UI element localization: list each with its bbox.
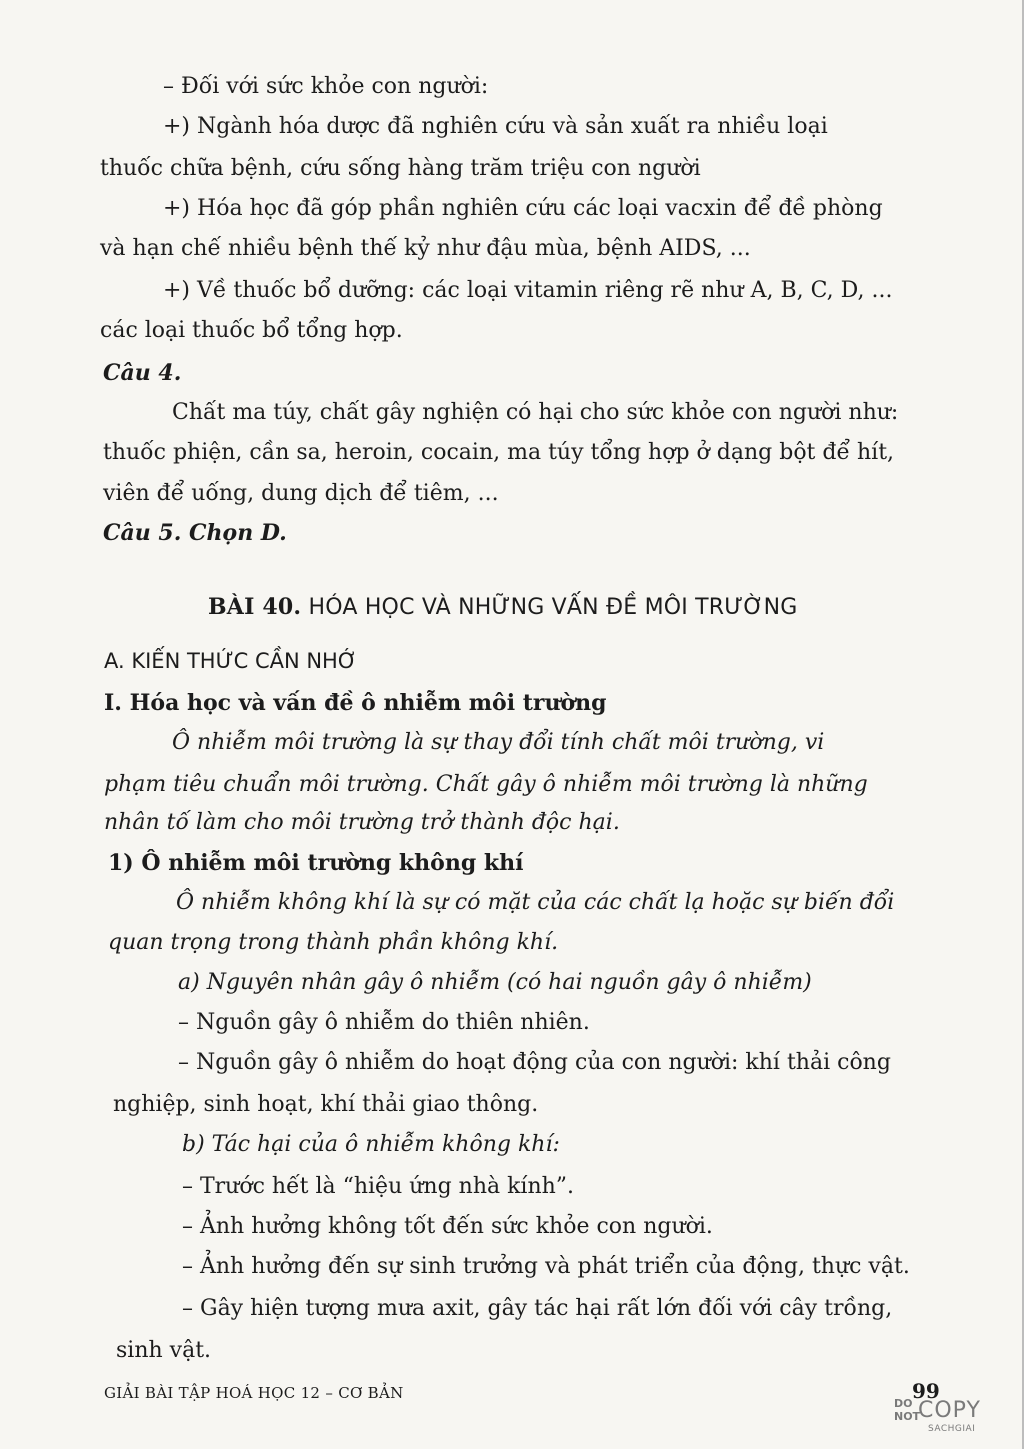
text-line: – Nguồn gây ô nhiễm do hoạt động của con người: khí thải công [178, 1050, 891, 1075]
do-not-copy-watermark [894, 1398, 992, 1438]
text-line: – Gây hiện tượng mưa axit, gây tác hại rất lớn đối với cây trồng, [182, 1296, 893, 1321]
watermark-sachgiai: SACHGIAI [928, 1424, 976, 1434]
text-line: viên để uống, dung dịch để tiêm, ... [103, 481, 499, 506]
running-footer: GIẢI BÀI TẬP HOÁ HỌC 12 – CƠ BẢN [104, 1384, 404, 1402]
text-line: Ô nhiễm không khí là sự có mặt của các chất lạ hoặc sự biến đổi [176, 890, 895, 915]
text-line: quan trọng trong thành phần không khí. [108, 930, 559, 955]
text-line: các loại thuốc bổ tổng hợp. [100, 318, 403, 343]
watermark-copy: COPY [918, 1398, 981, 1423]
text-line: sinh vật. [116, 1338, 212, 1363]
text-line: Chất ma túy, chất gây nghiện có hại cho sức khỏe con người như: [172, 400, 899, 425]
lesson-number: BÀI 40. [208, 594, 302, 620]
text-line: và hạn chế nhiều bệnh thế kỷ như đậu mùa, bệnh AIDS, ... [100, 236, 751, 261]
text-line: – Đối với sức khỏe con người: [163, 74, 489, 99]
text-line: Ô nhiễm môi trường là sự thay đổi tính chất môi trường, vi [172, 730, 825, 755]
question-heading: Câu 4. [103, 360, 182, 386]
section-heading: I. Hóa học và vấn đề ô nhiễm môi trường [104, 690, 607, 716]
text-line: thuốc phiện, cần sa, heroin, cocain, ma túy tổng hợp ở dạng bột để hít, [103, 440, 895, 465]
text-line: a) Nguyên nhân gây ô nhiễm (có hai nguồn gây ô nhiễm) [178, 970, 812, 995]
text-line: b) Tác hại của ô nhiễm không khí: [182, 1132, 560, 1157]
page-number: 99 [912, 1379, 940, 1403]
section-heading: A. KIẾN THỨC CẦN NHỚ [104, 649, 358, 673]
text-line: – Trước hết là “hiệu ứng nhà kính”. [182, 1174, 575, 1199]
text-line: nghiệp, sinh hoạt, khí thải giao thông. [113, 1092, 539, 1117]
text-line: nhân tố làm cho môi trường trở thành độc hại. [104, 810, 620, 835]
text-line: thuốc chữa bệnh, cứu sống hàng trăm triệu con người [100, 156, 701, 181]
text-line: +) Ngành hóa dược đã nghiên cứu và sản xuất ra nhiều loại [163, 114, 828, 139]
lesson-name: HÓA HỌC VÀ NHỮNG VẤN ĐỀ MÔI TRƯỜNG [308, 595, 798, 620]
text-line: – Ảnh hưởng đến sự sinh trưởng và phát triển của động, thực vật. [182, 1254, 910, 1279]
text-line: phạm tiêu chuẩn môi trường. Chất gây ô nhiễm môi trường là những [104, 772, 868, 797]
subsection-heading: 1) Ô nhiễm môi trường không khí [108, 850, 524, 876]
text-line: – Ảnh hưởng không tốt đến sức khỏe con người. [182, 1214, 713, 1239]
text-line: +) Về thuốc bổ dưỡng: các loại vitamin riêng rẽ như A, B, C, D, ... [163, 278, 893, 303]
text-line: – Nguồn gây ô nhiễm do thiên nhiên. [178, 1010, 590, 1035]
text-line: +) Hóa học đã góp phần nghiên cứu các loại vacxin để đề phòng [163, 196, 883, 221]
watermark-not: NOT [894, 1410, 921, 1423]
question-heading: Câu 5. Chọn D. [103, 520, 287, 546]
watermark-do: DO [894, 1397, 913, 1410]
lesson-title [208, 592, 798, 623]
